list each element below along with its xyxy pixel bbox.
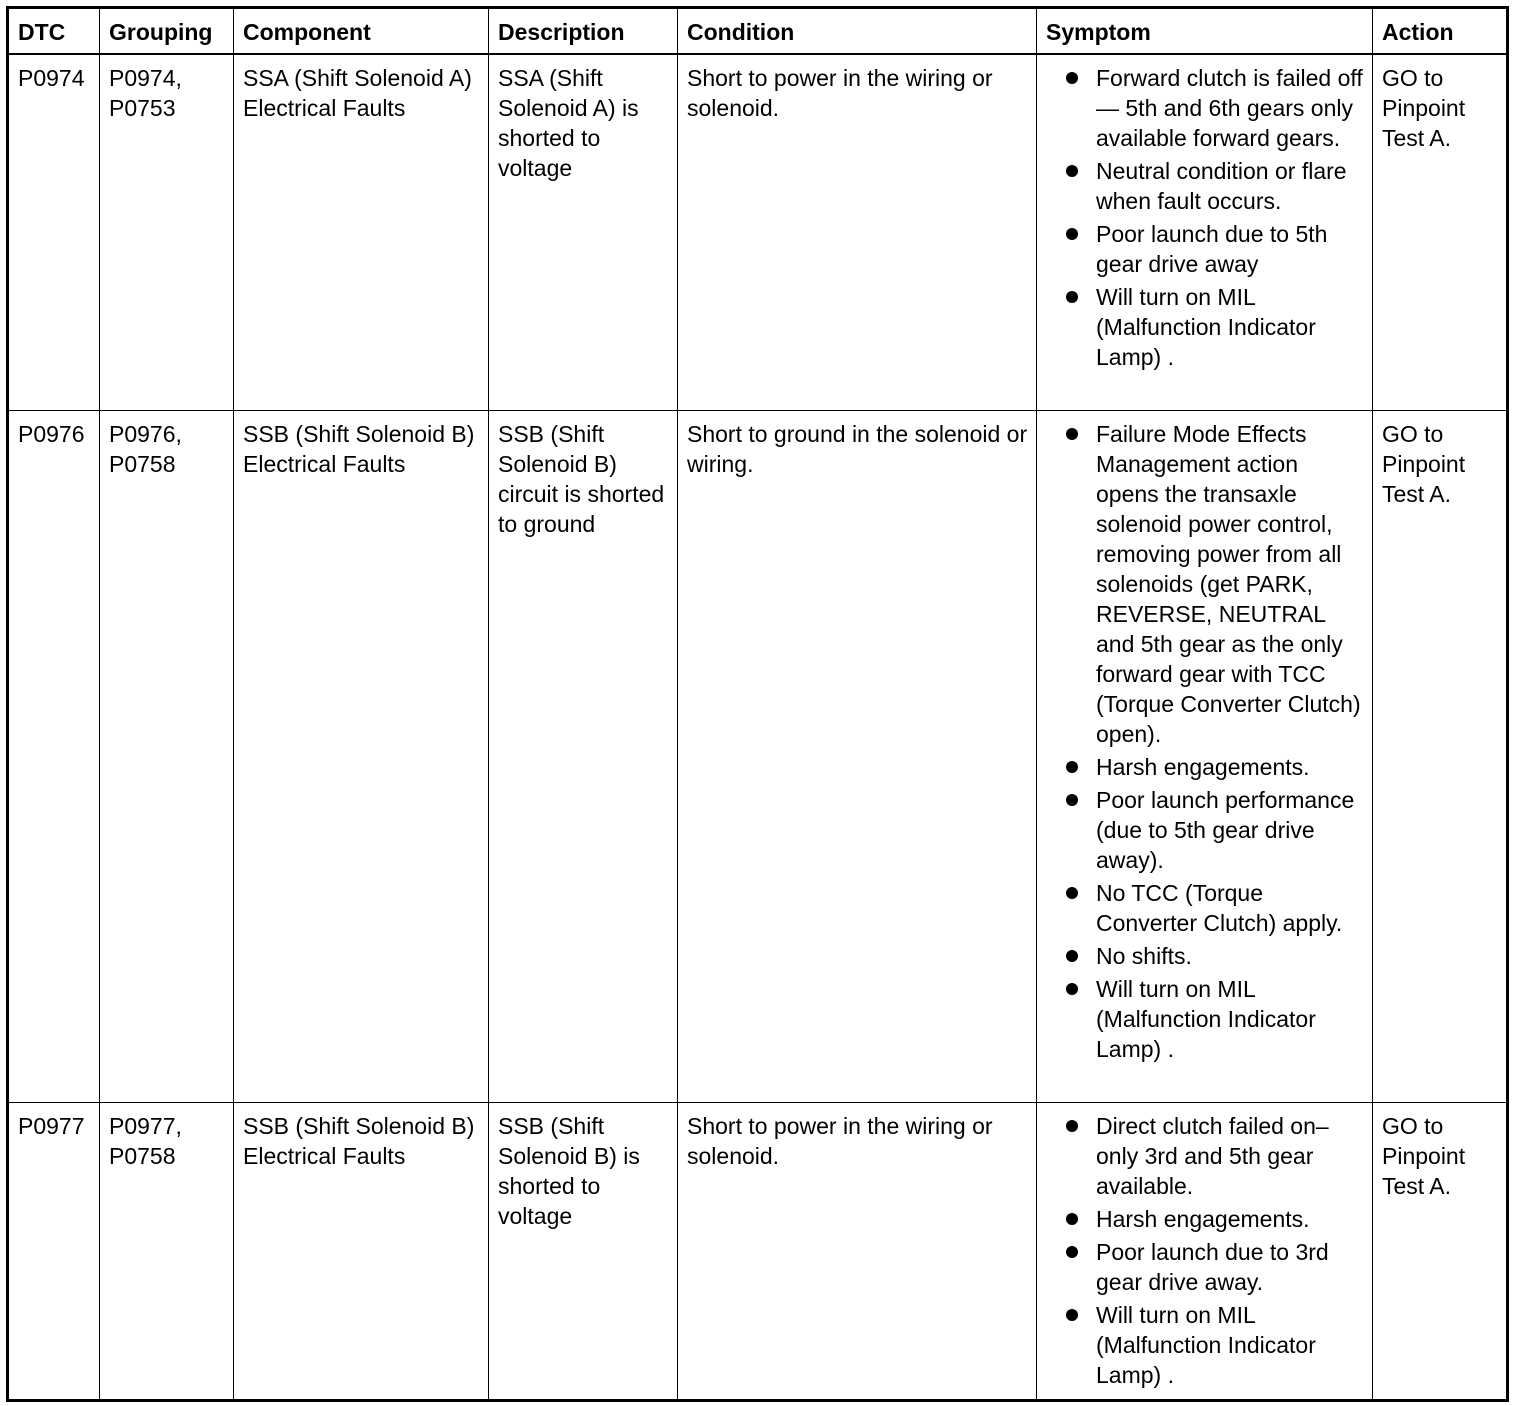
symptom-list [1046, 63, 1364, 372]
component-cell: SSB (Shift Solenoid B) Electrical Faults [234, 1102, 489, 1400]
grouping-cell: P0977, P0758 [100, 1102, 234, 1400]
bullet-icon [1066, 228, 1078, 240]
header-description: Description [489, 8, 678, 55]
symptom-text: Poor launch due to 5th gear drive away [1096, 221, 1328, 277]
symptom-item [1046, 941, 1364, 971]
symptom-text: No TCC (Torque Converter Clutch) apply. [1096, 879, 1343, 936]
dtc-cell: P0976 [8, 410, 100, 1102]
dtc-cell: P0977 [8, 1102, 100, 1400]
symptom-list [1046, 419, 1364, 1064]
symptom-item [1046, 219, 1364, 279]
action-cell: GO to Pinpoint Test A. [1373, 1102, 1508, 1400]
bullet-icon [1066, 887, 1078, 899]
header-condition: Condition [678, 8, 1037, 55]
bullet-icon [1066, 165, 1078, 177]
table-row [8, 1102, 1508, 1400]
bullet-icon [1066, 983, 1078, 995]
header-action: Action [1373, 8, 1508, 55]
bullet-icon [1066, 950, 1078, 962]
symptom-text: No shifts. [1096, 942, 1192, 969]
symptom-item [1046, 1300, 1364, 1390]
bullet-icon [1066, 428, 1078, 440]
symptom-cell [1037, 410, 1373, 1102]
symptom-item [1046, 63, 1364, 153]
condition-cell: Short to ground in the solenoid or wiring. [678, 410, 1037, 1102]
symptom-item [1046, 282, 1364, 372]
header-component: Component [234, 8, 489, 55]
component-cell: SSA (Shift Solenoid A) Electrical Faults [234, 54, 489, 410]
symptom-text: Direct clutch failed on– only 3rd and 5th gear available. [1096, 1112, 1329, 1199]
symptom-text: Poor launch performance (due to 5th gear drive away). [1096, 786, 1355, 873]
symptom-cell [1037, 1102, 1373, 1400]
table-row [8, 410, 1508, 1102]
bullet-icon [1066, 1309, 1078, 1321]
symptom-text: Poor launch due to 3rd gear drive away. [1096, 1238, 1329, 1295]
symptom-item [1046, 1237, 1364, 1297]
symptom-item [1046, 974, 1364, 1064]
action-cell: GO to Pinpoint Test A. [1373, 410, 1508, 1102]
component-cell: SSB (Shift Solenoid B) Electrical Faults [234, 410, 489, 1102]
condition-cell: Short to power in the wiring or solenoid. [678, 54, 1037, 410]
bullet-icon [1066, 1246, 1078, 1258]
symptom-item [1046, 785, 1364, 875]
bullet-icon [1066, 291, 1078, 303]
dtc-cell: P0974 [8, 54, 100, 410]
header-symptom: Symptom [1037, 8, 1373, 55]
grouping-cell: P0974, P0753 [100, 54, 234, 410]
header-row [8, 8, 1508, 55]
symptom-text: Harsh engagements. [1096, 753, 1310, 780]
bullet-icon [1066, 1213, 1078, 1225]
bullet-icon [1066, 1120, 1078, 1132]
symptom-list [1046, 1111, 1364, 1390]
symptom-text: Failure Mode Effects Management action opens the transaxle solenoid power control, removing power from all solenoids (get PARK, REVERSE, NEUTRAL and 5th gear as the only forward gear with TCC (Torque Converter Clutch) open). [1096, 420, 1361, 747]
symptom-item [1046, 156, 1364, 216]
header-dtc: DTC [8, 8, 100, 55]
condition-cell: Short to power in the wiring or solenoid. [678, 1102, 1037, 1400]
symptom-text: Will turn on MIL (Malfunction Indicator Lamp) . [1096, 1301, 1316, 1388]
header-grouping: Grouping [100, 8, 234, 55]
symptom-text: Will turn on MIL (Malfunction Indicator Lamp) . [1096, 975, 1316, 1062]
description-cell: SSB (Shift Solenoid B) circuit is shorted to ground [489, 410, 678, 1102]
symptom-item [1046, 878, 1364, 938]
symptom-text: Will turn on MIL (Malfunction Indicator Lamp) . [1096, 284, 1316, 370]
description-cell: SSA (Shift Solenoid A) is shorted to voltage [489, 54, 678, 410]
symptom-item [1046, 1111, 1364, 1201]
grouping-cell: P0976, P0758 [100, 410, 234, 1102]
description-cell: SSB (Shift Solenoid B) is shorted to voltage [489, 1102, 678, 1400]
table-row [8, 54, 1508, 410]
symptom-item [1046, 1204, 1364, 1234]
bullet-icon [1066, 761, 1078, 773]
bullet-icon [1066, 72, 1078, 84]
symptom-text: Harsh engagements. [1096, 1205, 1310, 1232]
bullet-icon [1066, 794, 1078, 806]
symptom-text: Neutral condition or flare when fault occurs. [1096, 158, 1347, 214]
dtc-table [6, 6, 1509, 1402]
symptom-item [1046, 752, 1364, 782]
symptom-item [1046, 419, 1364, 749]
symptom-text: Forward clutch is failed off— 5th and 6th gears only available forward gears. [1096, 65, 1363, 151]
action-cell: GO to Pinpoint Test A. [1373, 54, 1508, 410]
symptom-cell [1037, 54, 1373, 410]
